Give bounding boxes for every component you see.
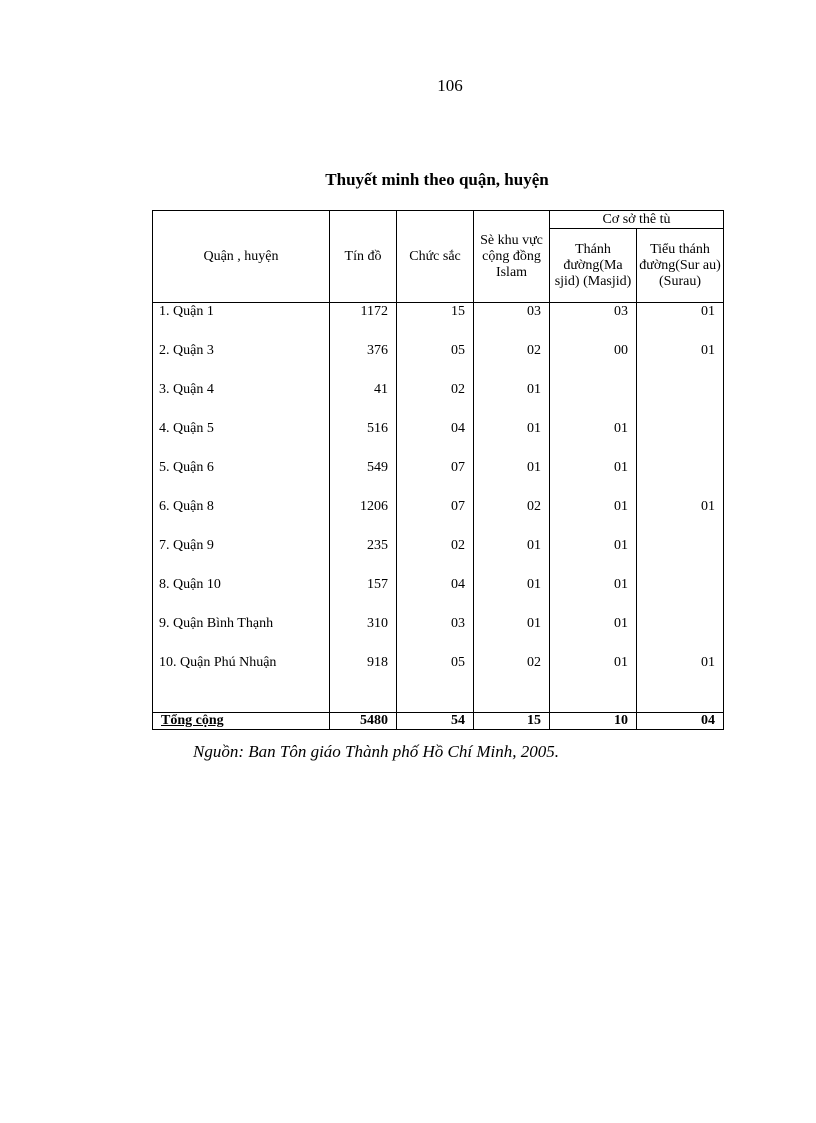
- total-row: [153, 713, 724, 730]
- header-community-areas: Sè khu vực cộng đồng Islam: [474, 211, 550, 303]
- cell-surau: 04: [637, 713, 724, 730]
- cell-areas: 01: [474, 458, 550, 497]
- cell-followers: 310: [330, 614, 397, 653]
- cell-masjid: [550, 380, 637, 419]
- header-masjid: Thánh đường(Ma sjid) (Masjid): [550, 229, 637, 303]
- cell-areas: 01: [474, 380, 550, 419]
- cell-followers: 549: [330, 458, 397, 497]
- spacer-cell: [330, 692, 397, 713]
- cell-surau: [637, 536, 724, 575]
- cell-masjid: 01: [550, 497, 637, 536]
- cell-name: 7. Quận 9: [153, 536, 330, 575]
- cell-surau: [637, 380, 724, 419]
- table-row: [153, 419, 724, 458]
- spacer-cell: [474, 692, 550, 713]
- cell-clergy: 54: [397, 713, 474, 730]
- source-note: Nguồn: Ban Tôn giáo Thành phố Hồ Chí Minh, 2005.: [193, 742, 559, 761]
- cell-areas: 02: [474, 341, 550, 380]
- spacer-row: [153, 692, 724, 713]
- cell-followers: 516: [330, 419, 397, 458]
- cell-followers: 376: [330, 341, 397, 380]
- cell-followers: 1206: [330, 497, 397, 536]
- cell-masjid: 01: [550, 653, 637, 692]
- cell-followers: 1172: [330, 303, 397, 342]
- page-number: 106: [437, 76, 463, 95]
- cell-surau: 01: [637, 653, 724, 692]
- cell-name: 8. Quận 10: [153, 575, 330, 614]
- cell-masjid: 00: [550, 341, 637, 380]
- spacer-cell: [637, 692, 724, 713]
- cell-name: 10. Quận Phú Nhuận: [153, 653, 330, 692]
- cell-followers: 41: [330, 380, 397, 419]
- table-row: [153, 575, 724, 614]
- cell-areas: 01: [474, 536, 550, 575]
- cell-name: 1. Quận 1: [153, 303, 330, 342]
- table-row: [153, 303, 724, 342]
- cell-masjid: 01: [550, 575, 637, 614]
- cell-masjid: 01: [550, 458, 637, 497]
- cell-name: 6. Quận 8: [153, 497, 330, 536]
- header-district: Quận , huyện: [153, 211, 330, 303]
- spacer-cell: [153, 692, 330, 713]
- cell-clergy: 05: [397, 341, 474, 380]
- cell-surau: [637, 575, 724, 614]
- cell-masjid: 10: [550, 713, 637, 730]
- header-followers: Tín đồ: [330, 211, 397, 303]
- cell-areas: 03: [474, 303, 550, 342]
- cell-followers: 235: [330, 536, 397, 575]
- cell-clergy: 07: [397, 458, 474, 497]
- table-row: [153, 536, 724, 575]
- table-row: [153, 341, 724, 380]
- cell-masjid: 01: [550, 536, 637, 575]
- header-clergy: Chức sắc: [397, 211, 474, 303]
- cell-followers: 5480: [330, 713, 397, 730]
- cell-surau: 01: [637, 341, 724, 380]
- cell-masjid: 01: [550, 419, 637, 458]
- cell-areas: 01: [474, 419, 550, 458]
- cell-surau: 01: [637, 303, 724, 342]
- cell-name: 9. Quận Bình Thạnh: [153, 614, 330, 653]
- cell-clergy: 04: [397, 575, 474, 614]
- spacer-cell: [550, 692, 637, 713]
- cell-clergy: 03: [397, 614, 474, 653]
- cell-clergy: 05: [397, 653, 474, 692]
- table-row: [153, 458, 724, 497]
- cell-surau: 01: [637, 497, 724, 536]
- cell-surau: [637, 458, 724, 497]
- cell-areas: 02: [474, 653, 550, 692]
- table-title: Thuyết minh theo quận, huyện: [325, 170, 549, 189]
- cell-name: 3. Quận 4: [153, 380, 330, 419]
- table-row: [153, 380, 724, 419]
- table-row: [153, 653, 724, 692]
- statistics-table: [152, 210, 724, 730]
- cell-followers: 918: [330, 653, 397, 692]
- header-surau: Tiểu thánh đường(Sur au) (Surau): [637, 229, 724, 303]
- cell-clergy: 15: [397, 303, 474, 342]
- table-row: [153, 614, 724, 653]
- cell-clergy: 02: [397, 536, 474, 575]
- cell-name: 4. Quận 5: [153, 419, 330, 458]
- cell-areas: 15: [474, 713, 550, 730]
- cell-surau: [637, 419, 724, 458]
- cell-masjid: 01: [550, 614, 637, 653]
- cell-masjid: 03: [550, 303, 637, 342]
- table-row: [153, 497, 724, 536]
- cell-clergy: 07: [397, 497, 474, 536]
- cell-surau: [637, 614, 724, 653]
- cell-areas: 02: [474, 497, 550, 536]
- header-worship-facilities: Cơ sở thê tù: [550, 211, 724, 229]
- cell-clergy: 02: [397, 380, 474, 419]
- spacer-cell: [397, 692, 474, 713]
- cell-name: Tổng cộng: [153, 713, 330, 730]
- cell-areas: 01: [474, 614, 550, 653]
- cell-name: 2. Quận 3: [153, 341, 330, 380]
- cell-clergy: 04: [397, 419, 474, 458]
- table-body: [153, 303, 724, 730]
- cell-name: 5. Quận 6: [153, 458, 330, 497]
- cell-areas: 01: [474, 575, 550, 614]
- cell-followers: 157: [330, 575, 397, 614]
